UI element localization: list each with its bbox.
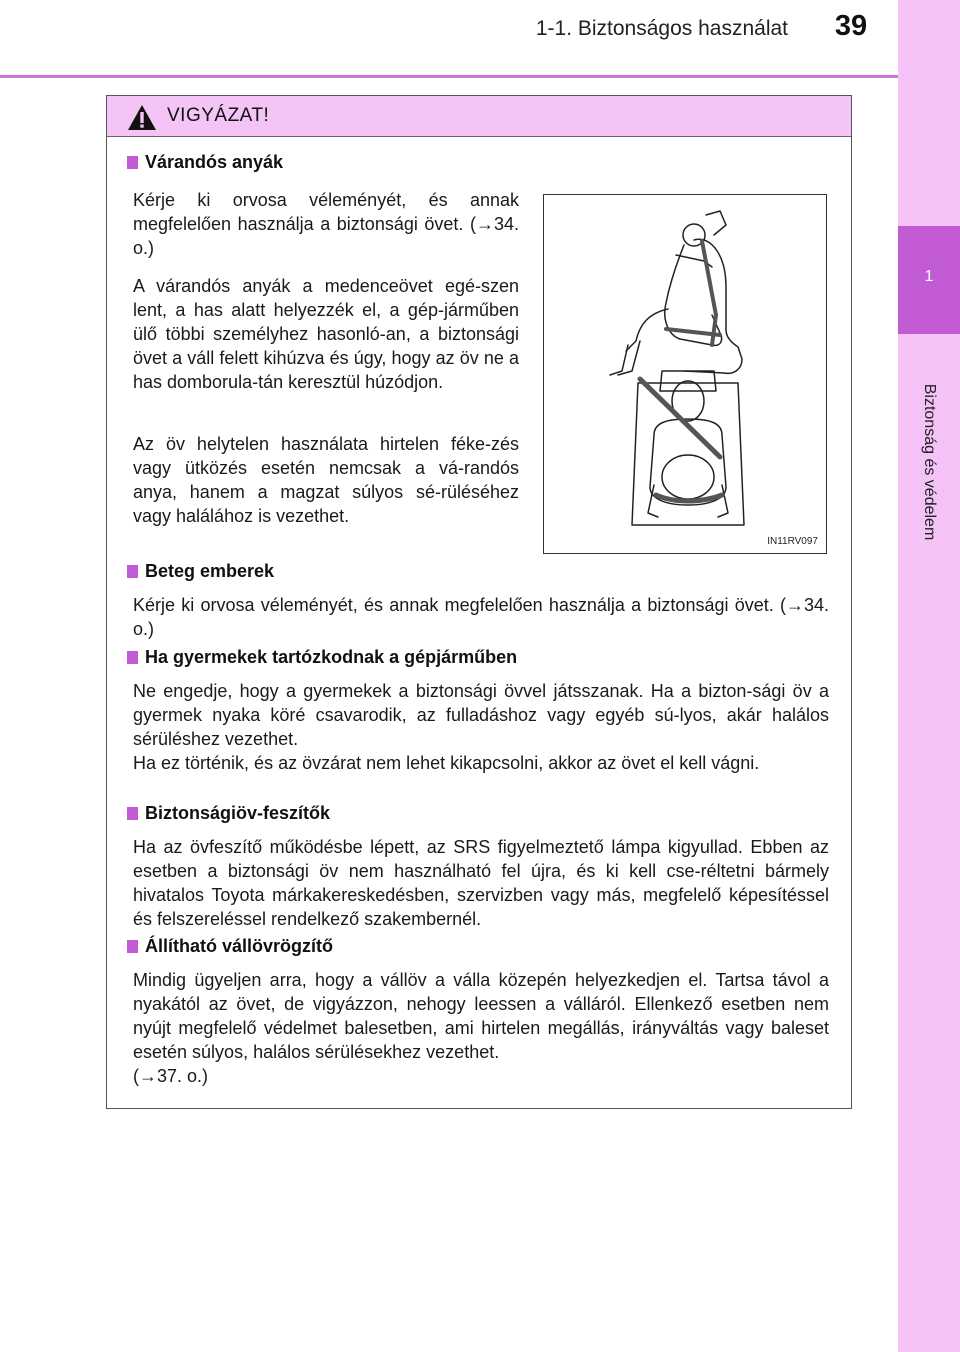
children-paragraph-1: Ne engedje, hogy a gyermekek a biztonsági övvel játsszanak. Ha a bizton-sági öv a gyermek nyaka köré csavarodik, az fulladáshoz vagy egyéb sú-lyos, akár halálos sérüléshez vezethet. — [133, 681, 829, 749]
warning-triangle-icon — [127, 104, 157, 131]
pretensioners-paragraph-1: Ha az övfeszítő működésbe lépett, az SRS figyelmeztető lámpa kigyullad. Ebben az esetben a biztonsági öv nem használható fel újra, és ki kell cse-réltetni bármely hivatalos Toyota márkakereskedésben, szervizben vagy más, megfelelő képesítéssel és felszereléssel rendelkező szakembernél. — [133, 837, 829, 929]
pregnant-seatbelt-drawing — [544, 195, 828, 555]
page-number: 39 — [834, 10, 868, 42]
seat-front — [632, 383, 744, 525]
section-bullet — [127, 651, 138, 664]
section-bullet — [127, 807, 138, 820]
warning-header — [107, 96, 851, 137]
pregnant-paragraph-3: Az öv helytelen használata hirtelen féke-zés vagy ütközés esetén nemcsak a vá-randós anya, hanem a magzat súlyos sé-rüléséhez vagy halálához is vezethet. — [133, 434, 519, 526]
ill-paragraph-1: Kérje ki orvosa véleményét, és annak megfelelően használja a biztonsági övet. (→34. o.) — [133, 595, 829, 639]
section-title-anchor: Állítható vállövrögzítő — [127, 936, 333, 957]
anchor-paragraph-2: (→37. o.) — [133, 1066, 209, 1086]
belt-side — [702, 241, 716, 345]
arm-left-front — [648, 485, 658, 517]
side-strip — [898, 0, 960, 1352]
children-paragraph-2: Ha ez történik, és az övzárat nem lehet kikapcsolni, akkor az övet el kell vágni. — [133, 753, 760, 773]
seatbelt-illustration — [543, 194, 827, 554]
warning-title: VIGYÁZAT! — [167, 105, 270, 126]
pregnant-paragraph-2: A várandós anyák a medenceövet egé-szen lent, a has alatt helyezzék el, a gép-járműben ülő többi személyhez hasonló-an, a biztonsági övet a váll felett kihúzva és úgy, hogy az öv ne a has domborula-tán keresztül húzódjon. — [133, 276, 519, 392]
section-title-ill: Beteg emberek — [127, 561, 274, 582]
thigh-side — [626, 309, 668, 351]
arm-right-front — [718, 485, 728, 517]
warning-box — [106, 95, 852, 1109]
header-title: 1-1. Biztonságos használat — [535, 17, 788, 40]
headrest-side — [706, 211, 726, 235]
header-rule — [0, 75, 898, 78]
section-title-pregnant: Várandós anyák — [127, 152, 283, 173]
section-bullet — [127, 565, 138, 578]
section-title-children: Ha gyermekek tartózkodnak a gépjárműben — [127, 647, 517, 668]
anchor-paragraph-1: Mindig ügyeljen arra, hogy a vállöv a válla közepén helyezkedjen el. Tartsa távol a nyakától az övet, de vigyázzon, nehogy leessen a válláról. Ellenkező esetben nem nyújt megfelelő védelmet balesetben, ami hirtelen megállás, irányváltás vagy baleset esetén súlyos, halálos sérülésekhez vezethet. — [133, 970, 829, 1062]
chapter-tab-number: 1 — [924, 268, 934, 285]
leg-side — [610, 345, 628, 375]
pregnant-paragraph-1: Kérje ki orvosa véleményét, és annak megfelelően használja a biztonsági övet. (→34. o.) — [133, 190, 519, 258]
body-front — [650, 419, 726, 505]
lap-belt-front — [656, 495, 722, 501]
section-bullet — [127, 156, 138, 169]
leg2-side — [618, 341, 640, 375]
section-title-pretensioners: Biztonságiöv-feszítők — [127, 803, 330, 824]
belly-front — [662, 455, 714, 499]
figure-code: IN11RV097 — [767, 536, 818, 547]
chapter-section-label: Biztonság és védelem — [921, 383, 938, 541]
section-bullet — [127, 940, 138, 953]
